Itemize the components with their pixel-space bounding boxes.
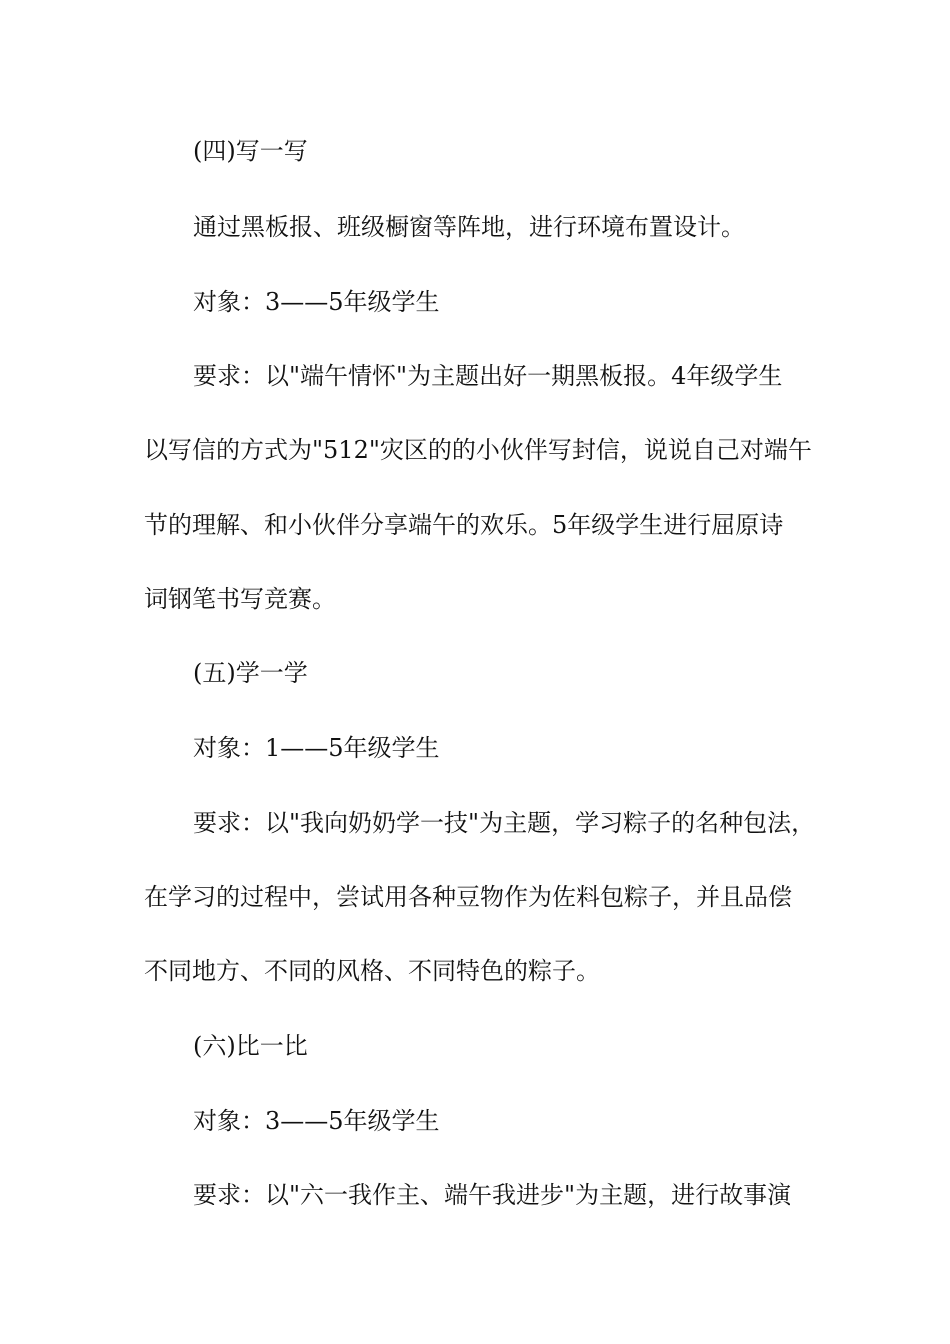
paragraph-line: 要求：以"六一我作主、端午我进步"为主题，进行故事演	[193, 1181, 792, 1209]
paragraph-line: 节的理解、和小伙伴分享端午的欢乐。5年级学生进行屈原诗	[144, 511, 784, 539]
paragraph-line: 在学习的过程中，尝试用各种豆物作为佐料包粽子，并且品偿	[144, 883, 792, 911]
paragraph-line: 要求：以"端午情怀"为主题出好一期黑板报。4年级学生	[193, 362, 783, 390]
section-heading-5: (五)学一学	[193, 659, 308, 687]
paragraph-line: 对象：1——5年级学生	[193, 734, 440, 762]
paragraph-line: 不同地方、不同的风格、不同特色的粽子。	[144, 957, 600, 985]
section-heading-4: (四)写一写	[193, 137, 308, 165]
section-heading-6: (六)比一比	[193, 1032, 308, 1060]
paragraph-line: 对象：3——5年级学生	[193, 288, 440, 316]
paragraph-line: 以写信的方式为"512"灾区的的小伙伴写封信，说说自己对端午	[144, 436, 812, 464]
paragraph-line: 词钢笔书写竞赛。	[144, 585, 336, 613]
paragraph-line: 要求：以"我向奶奶学一技"为主题，学习粽子的名种包法，	[193, 809, 816, 837]
paragraph-line: 对象：3——5年级学生	[193, 1107, 440, 1135]
paragraph-line: 通过黑板报、班级橱窗等阵地，进行环境布置设计。	[193, 213, 745, 241]
